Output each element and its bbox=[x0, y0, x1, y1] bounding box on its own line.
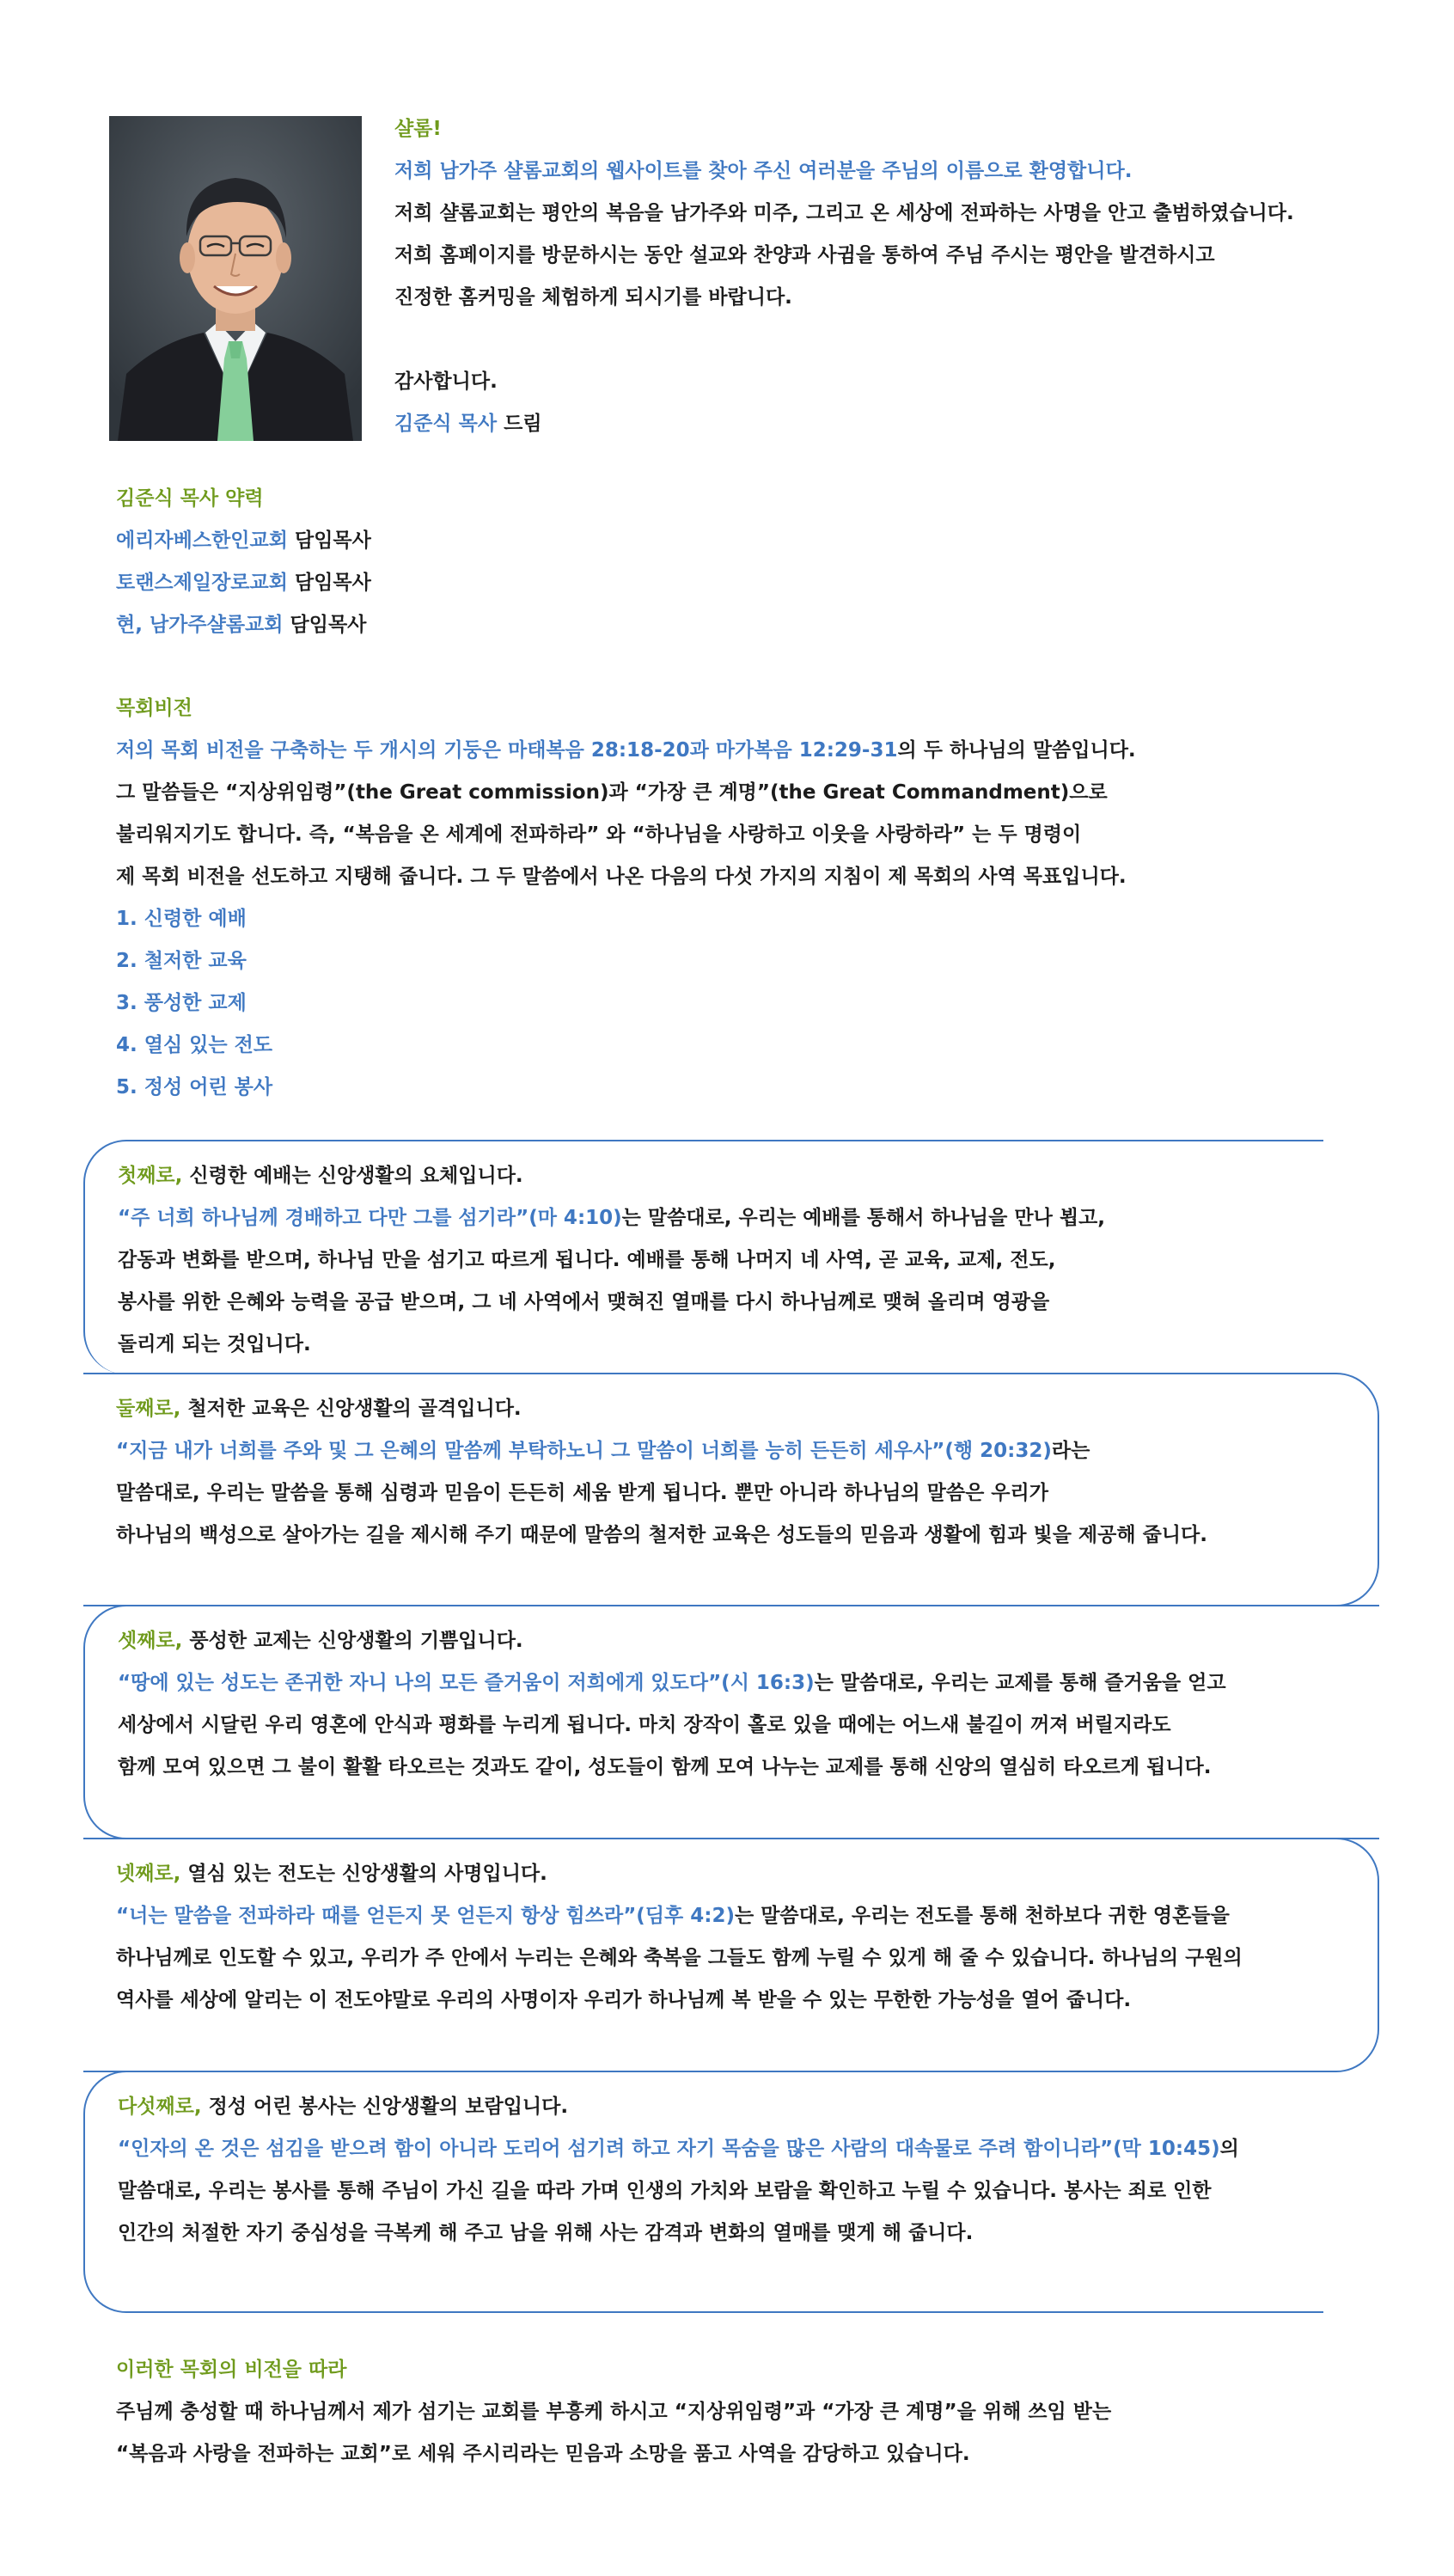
ministry-vision bbox=[116, 688, 1136, 1109]
pastor-bio bbox=[116, 478, 371, 646]
vision-intro-rest: 의 두 하나님의 말씀입니다. bbox=[897, 739, 1136, 762]
vision-goal: 5. 정성 어린 봉사 bbox=[116, 1076, 273, 1098]
section-verse: “주 너희 하나님께 경배하고 다만 그를 섬기라”(마 4:10) bbox=[118, 1207, 622, 1229]
section-verse-rest: 는 말씀대로, 우리는 교제를 통해 즐거움을 얻고 bbox=[814, 1672, 1226, 1694]
section-line: 말씀대로, 우리는 말씀을 통해 심령과 믿음이 든든히 세움 받게 됩니다. 뿐만 아니라 하나님의 말씀은 우리가 bbox=[116, 1482, 1048, 1504]
section-headline: 정성 어린 봉사는 신앙생활의 보람입니다. bbox=[201, 2096, 569, 2118]
bio-church: 현, 남가주샬롬교회 bbox=[116, 614, 284, 636]
greeting-salutation: 샬롬! bbox=[394, 118, 442, 140]
bio-item bbox=[116, 520, 371, 562]
vision-intro-scripture: 저의 목회 비전을 구축하는 두 개시의 기둥은 마태복음 28:18-20과 마가복음 12:29-31 bbox=[116, 739, 898, 762]
pastor-photo-illustration bbox=[109, 116, 362, 441]
vision-line: 불리워지기도 합니다. 즉, “복음을 온 세계에 전파하라” 와 “하나님을 사랑하고 이웃을 사랑하라” 는 두 명령이 bbox=[116, 823, 1082, 846]
closing-line: “복음과 사랑을 전파하는 교회”로 세워 주시리라는 믿음과 소망을 품고 사역을 감당하고 있습니다. bbox=[116, 2443, 970, 2465]
greeting-body-line: 저희 샬롬교회는 평안의 복음을 남가주와 미주, 그리고 온 세상에 전파하는 사명을 안고 출범하였습니다. bbox=[394, 202, 1294, 224]
section-lead: 넷째로, bbox=[116, 1863, 181, 1885]
vision-line: 그 말씀들은 “지상위임령”(the Great commission)과 “가장 큰 계명”(the Great Commandment)으로 bbox=[116, 781, 1108, 804]
section-lead: 다섯째로, bbox=[118, 2096, 202, 2118]
section-headline: 열심 있는 전도는 신앙생활의 사명입니다. bbox=[180, 1863, 547, 1885]
greeting-body-line: 진정한 홈커밍을 체험하게 되시기를 바랍니다. bbox=[394, 286, 792, 309]
greeting-signature bbox=[394, 403, 1294, 445]
greeting-thanks: 감사합니다. bbox=[394, 370, 498, 393]
greeting-block bbox=[394, 108, 1294, 445]
bio-role: 담임목사 bbox=[287, 529, 371, 552]
section-heading bbox=[118, 1620, 1226, 1662]
vision-goal: 3. 풍성한 교제 bbox=[116, 992, 247, 1014]
signature-suffix: 드림 bbox=[497, 413, 542, 435]
section-content bbox=[118, 2086, 1239, 2255]
section-heading bbox=[118, 1155, 1105, 1197]
section-heading bbox=[118, 2086, 1239, 2128]
section-lead: 셋째로, bbox=[118, 1630, 183, 1652]
section-verse: “너는 말씀을 전파하라 때를 얻든지 못 얻든지 항상 힘쓰라”(딤후 4:2) bbox=[116, 1905, 735, 1927]
section-line: 세상에서 시달린 우리 영혼에 안식과 평화를 누리게 됩니다. 마치 장작이 홀로 있을 때에는 어느새 불길이 꺼져 버릴지라도 bbox=[118, 1714, 1171, 1736]
section-fellowship bbox=[83, 1605, 1379, 1839]
vision-goal: 4. 열심 있는 전도 bbox=[116, 1034, 273, 1056]
section-content bbox=[118, 1155, 1105, 1366]
section-verse: “지금 내가 너희를 주와 및 그 은혜의 말씀께 부탁하노니 그 말씀이 너희를 능히 든든히 세우사”(행 20:32) bbox=[116, 1440, 1052, 1462]
section-verse-line bbox=[116, 1430, 1207, 1472]
section-line: 하나님의 백성으로 살아가는 길을 제시해 주기 때문에 말씀의 철저한 교육은 성도들의 믿음과 생활에 힘과 빛을 제공해 줍니다. bbox=[116, 1524, 1207, 1546]
section-heading bbox=[116, 1388, 1207, 1430]
section-headline: 풍성한 교제는 신앙생활의 기쁨입니다. bbox=[182, 1630, 523, 1652]
section-headline: 신령한 예배는 신앙생활의 요체입니다. bbox=[182, 1165, 523, 1187]
closing-block bbox=[116, 2349, 1111, 2475]
section-verse-line bbox=[118, 2128, 1239, 2170]
vision-title: 목회비전 bbox=[116, 697, 192, 719]
section-content bbox=[116, 1853, 1243, 2022]
greeting-welcome: 저희 남가주 샬롬교회의 웹사이트를 찾아 주신 여러분을 주님의 이름으로 환영합니다. bbox=[394, 160, 1133, 182]
section-line: 말씀대로, 우리는 봉사를 통해 주님이 가신 길을 따라 가며 인생의 가치와 보람을 확인하고 누릴 수 있습니다. 봉사는 죄로 인한 bbox=[118, 2180, 1212, 2202]
bio-church: 토랜스제일장로교회 bbox=[116, 572, 288, 594]
greeting-body-line: 저희 홈페이지를 방문하시는 동안 설교와 찬양과 사귐을 통하여 주님 주시는 평안을 발견하시고 bbox=[394, 244, 1215, 266]
bio-item bbox=[116, 562, 371, 604]
pastor-portrait bbox=[109, 116, 362, 441]
section-lead: 첫째로, bbox=[118, 1165, 183, 1187]
bio-item bbox=[116, 604, 371, 646]
section-service bbox=[83, 2071, 1323, 2313]
signature-name: 김준식 목사 bbox=[394, 413, 498, 435]
section-line: 역사를 세상에 알리는 이 전도야말로 우리의 사명이자 우리가 하나님께 복 받을 수 있는 무한한 가능성을 열어 줍니다. bbox=[116, 1989, 1132, 2011]
section-verse-rest: 는 말씀대로, 우리는 전도를 통해 천하보다 귀한 영혼들을 bbox=[734, 1905, 1230, 1927]
section-line: 인간의 처절한 자기 중심성을 극복케 해 주고 남을 위해 사는 감격과 변화의 열매를 맺게 해 줍니다. bbox=[118, 2222, 974, 2244]
section-verse-line bbox=[116, 1895, 1243, 1937]
section-line: 돌리게 되는 것입니다. bbox=[118, 1333, 311, 1355]
section-verse-rest: 라는 bbox=[1051, 1440, 1090, 1462]
section-line: 하나님께로 인도할 수 있고, 우리가 주 안에서 누리는 은혜와 축복을 그들도 함께 누릴 수 있게 해 줄 수 있습니다. 하나님의 구원의 bbox=[116, 1947, 1243, 1969]
section-content bbox=[118, 1620, 1226, 1789]
section-lead: 둘째로, bbox=[116, 1398, 181, 1420]
vision-intro bbox=[116, 730, 1136, 772]
closing-line: 주님께 충성할 때 하나님께서 제가 섬기는 교회를 부흥케 하시고 “지상위임령”과 “가장 큰 계명”을 위해 쓰임 받는 bbox=[116, 2401, 1112, 2423]
section-line: 함께 모여 있으면 그 불이 활활 타오르는 것과도 같이, 성도들이 함께 모여 나누는 교제를 통해 신앙의 열심히 타오르게 됩니다. bbox=[118, 1756, 1212, 1778]
section-evangelism bbox=[83, 1838, 1379, 2072]
section-verse-rest: 의 bbox=[1219, 2138, 1239, 2160]
vision-goal: 2. 철저한 교육 bbox=[116, 950, 247, 972]
vision-goal: 1. 신령한 예배 bbox=[116, 908, 247, 930]
section-education bbox=[83, 1373, 1379, 1606]
bio-church: 에리자베스한인교회 bbox=[116, 529, 288, 552]
bio-title: 김준식 목사 약력 bbox=[116, 487, 264, 510]
section-verse-line bbox=[118, 1662, 1226, 1704]
vision-line: 제 목회 비전을 선도하고 지탱해 줍니다. 그 두 말씀에서 나온 다음의 다섯 가지의 지침이 제 목회의 사역 목표입니다. bbox=[116, 866, 1127, 888]
greeting-spacer bbox=[394, 319, 1294, 361]
bio-role: 담임목사 bbox=[283, 614, 367, 636]
section-headline: 철저한 교육은 신앙생활의 골격입니다. bbox=[180, 1398, 522, 1420]
section-line: 감동과 변화를 받으며, 하나님 만을 섬기고 따르게 됩니다. 예배를 통해 나머지 네 사역, 곧 교육, 교제, 전도, bbox=[118, 1249, 1056, 1271]
section-worship bbox=[83, 1140, 1323, 1374]
section-verse-rest: 는 말씀대로, 우리는 예배를 통해서 하나님을 만나 뵙고, bbox=[621, 1207, 1105, 1229]
section-verse-line bbox=[118, 1197, 1105, 1239]
closing-title: 이러한 목회의 비전을 따라 bbox=[116, 2359, 347, 2381]
section-heading bbox=[116, 1853, 1243, 1895]
section-content bbox=[116, 1388, 1207, 1557]
section-verse: “인자의 온 것은 섬김을 받으려 함이 아니라 도리어 섬기려 하고 자기 목숨을 많은 사람의 대속물로 주려 함이니라”(막 10:45) bbox=[118, 2138, 1220, 2160]
section-line: 봉사를 위한 은혜와 능력을 공급 받으며, 그 네 사역에서 맺혀진 열매를 다시 하나님께로 맺혀 올리며 영광을 bbox=[118, 1291, 1050, 1313]
section-verse: “땅에 있는 성도는 존귀한 자니 나의 모든 즐거움이 저희에게 있도다”(시 16:3) bbox=[118, 1672, 815, 1694]
bio-role: 담임목사 bbox=[287, 572, 371, 594]
